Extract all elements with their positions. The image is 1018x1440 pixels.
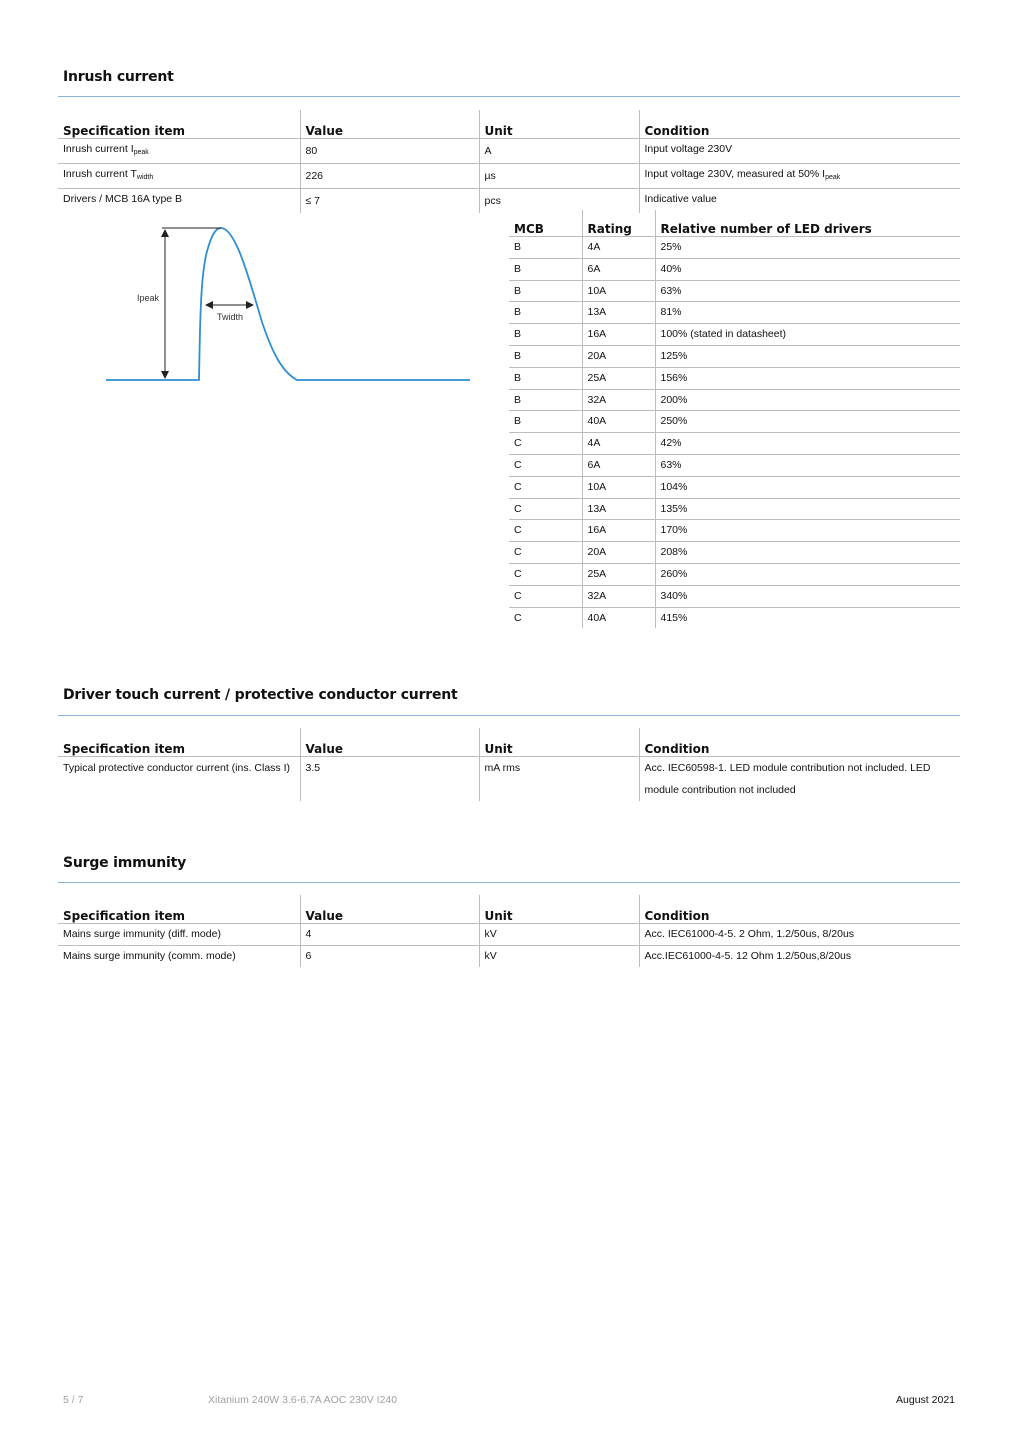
section-title-inrush: Inrush current [63, 69, 174, 85]
table-header-row [58, 110, 960, 139]
cell-value: 3.5 [300, 757, 479, 802]
cell-condition: Acc.IEC61000-4-5. 12 Ohm 1.2/50us,8/20us [639, 946, 960, 968]
cell-rating: 40A [582, 411, 655, 433]
table-row [58, 946, 960, 968]
footer-page-number: 5 / 7 [63, 1394, 84, 1406]
footer-product-name: Xitanium 240W 3.6-6.7A AOC 230V I240 [208, 1394, 398, 1406]
cell-mcb-type: B [509, 258, 582, 280]
table-row [509, 454, 960, 476]
cell-rating: 4A [582, 237, 655, 259]
footer-date: August 2021 [896, 1394, 955, 1406]
cell-relative-number: 250% [655, 411, 960, 433]
cell-rating: 20A [582, 345, 655, 367]
table-header-row [509, 210, 960, 237]
cell-relative-number: 40% [655, 258, 960, 280]
cell-unit: pcs [479, 189, 639, 214]
cell-item: Mains surge immunity (diff. mode) [58, 924, 300, 946]
cell-unit: A [479, 139, 639, 164]
cell-mcb-type: B [509, 411, 582, 433]
cell-unit: kV [479, 924, 639, 946]
waveform-line [106, 228, 470, 380]
cell-relative-number: 208% [655, 542, 960, 564]
table-row [58, 757, 960, 802]
cell-relative-number: 42% [655, 433, 960, 455]
table-row [509, 563, 960, 585]
cell-mcb-type: C [514, 611, 522, 624]
cell-relative-number: 260% [655, 563, 960, 585]
section-divider [58, 715, 960, 716]
cell-item: Inrush current $T_{width}$ [58, 164, 300, 189]
table-row [509, 237, 960, 259]
inrush-spec-table [58, 110, 960, 213]
cell-condition: Acc. IEC61000-4-5. 2 Ohm, 1.2/50us, 8/20us [639, 924, 960, 946]
table-row [509, 324, 960, 346]
table-row [509, 280, 960, 302]
table-row [509, 345, 960, 367]
cell-rating: 25A [582, 367, 655, 389]
table-row [509, 258, 960, 280]
section-divider [58, 96, 960, 97]
cell-relative-number: 156% [655, 367, 960, 389]
table-row [509, 367, 960, 389]
cell-rating: 13A [582, 302, 655, 324]
cell-unit: mA rms [479, 757, 639, 802]
header-value: Value [300, 110, 479, 139]
cell-mcb-type: B [509, 389, 582, 411]
cell-mcb-type: C [509, 498, 582, 520]
cell-rating: 16A [582, 520, 655, 542]
twidth-label: Twidth [217, 312, 244, 322]
cell-relative-number: 63% [655, 280, 960, 302]
table-header-row [58, 895, 960, 924]
header-mcb: MCB [509, 210, 582, 237]
cell-rating: 32A [582, 389, 655, 411]
cell-rating: 10A [582, 280, 655, 302]
section-title-surge-immunity: Surge immunity [63, 855, 187, 871]
cell-mcb-type: C [509, 520, 582, 542]
cell-unit: µs [479, 164, 639, 189]
table-row [509, 607, 960, 628]
cell-rating: 6A [582, 258, 655, 280]
cell-relative-number: 104% [655, 476, 960, 498]
header-unit: Unit [479, 728, 639, 757]
cell-mcb-type: C [509, 542, 582, 564]
cell-rating: 32A [582, 585, 655, 607]
cell-relative-number: 100% (stated in datasheet) [655, 324, 960, 346]
cell-value: 80 [300, 139, 479, 164]
header-value: Value [300, 895, 479, 924]
cell-relative-number: 200% [655, 389, 960, 411]
cell-rating: 40A [582, 607, 655, 628]
cell-relative-number: 170% [655, 520, 960, 542]
table-row [509, 585, 960, 607]
header-condition: Condition [639, 895, 960, 924]
table-row [58, 164, 960, 189]
cell-mcb-type: C [509, 454, 582, 476]
header-condition: Condition [639, 110, 960, 139]
inrush-waveform-diagram [100, 212, 480, 392]
table-row [509, 302, 960, 324]
cell-mcb-type: C [509, 476, 582, 498]
cell-relative-number: 25% [655, 237, 960, 259]
table-row [58, 924, 960, 946]
header-rating: Rating [582, 210, 655, 237]
cell-value: 4 [300, 924, 479, 946]
cell-item: Inrush current $I_{peak}$ [58, 139, 300, 164]
mcb-table [509, 210, 960, 628]
cell-mcb-type: B [509, 324, 582, 346]
table-row [509, 476, 960, 498]
table-row [509, 520, 960, 542]
cell-value: 226 [300, 164, 479, 189]
header-spec-item: Specification item [58, 728, 300, 757]
cell-condition: Input voltage 230V, measured at 50% $I_{peak}$ [639, 164, 960, 189]
cell-condition: Acc. IEC60598-1. LED module contribution not included. LED module contribution not included [639, 757, 960, 802]
header-value: Value [300, 728, 479, 757]
table-row [58, 139, 960, 164]
header-spec-item: Specification item [58, 895, 300, 924]
cell-rating: 16A [582, 324, 655, 346]
cell-mcb-type: B [509, 237, 582, 259]
table-row [509, 498, 960, 520]
table-header-row [58, 728, 960, 757]
cell-rating: 6A [582, 454, 655, 476]
cell-mcb-type: B [509, 302, 582, 324]
section-divider [58, 882, 960, 883]
header-spec-item: Specification item [58, 110, 300, 139]
cell-condition: Indicative value [639, 189, 960, 214]
cell-mcb-type: B [509, 367, 582, 389]
cell-item: Typical protective conductor current (ins. Class I) [63, 762, 291, 774]
touch-current-table [58, 728, 960, 801]
cell-item: Mains surge immunity (comm. mode) [63, 950, 236, 962]
surge-immunity-table [58, 895, 960, 967]
table-row [509, 389, 960, 411]
cell-relative-number: 63% [655, 454, 960, 476]
cell-value: 6 [300, 946, 479, 968]
cell-relative-number: 415% [655, 607, 960, 628]
cell-relative-number: 81% [655, 302, 960, 324]
cell-rating: 10A [582, 476, 655, 498]
cell-mcb-type: B [509, 280, 582, 302]
cell-relative-number: 340% [655, 585, 960, 607]
cell-mcb-type: B [509, 345, 582, 367]
cell-rating: 25A [582, 563, 655, 585]
cell-rating: 4A [582, 433, 655, 455]
cell-rating: 20A [582, 542, 655, 564]
cell-item: Drivers / MCB 16A type B [63, 193, 183, 205]
cell-relative-number: 125% [655, 345, 960, 367]
table-row [509, 411, 960, 433]
cell-mcb-type: C [509, 433, 582, 455]
ipeak-label: Ipeak [137, 293, 160, 303]
cell-mcb-type: C [509, 563, 582, 585]
table-row [509, 542, 960, 564]
header-unit: Unit [479, 110, 639, 139]
header-relative-number: Relative number of LED drivers [655, 210, 960, 237]
cell-rating: 13A [582, 498, 655, 520]
header-condition: Condition [639, 728, 960, 757]
section-title-touch-current: Driver touch current / protective conductor current [63, 687, 458, 703]
cell-unit: kV [479, 946, 639, 968]
cell-value: ≤ 7 [300, 189, 479, 214]
cell-condition: Input voltage 230V [639, 139, 960, 164]
cell-mcb-type: C [509, 585, 582, 607]
cell-relative-number: 135% [655, 498, 960, 520]
table-row [509, 433, 960, 455]
header-unit: Unit [479, 895, 639, 924]
